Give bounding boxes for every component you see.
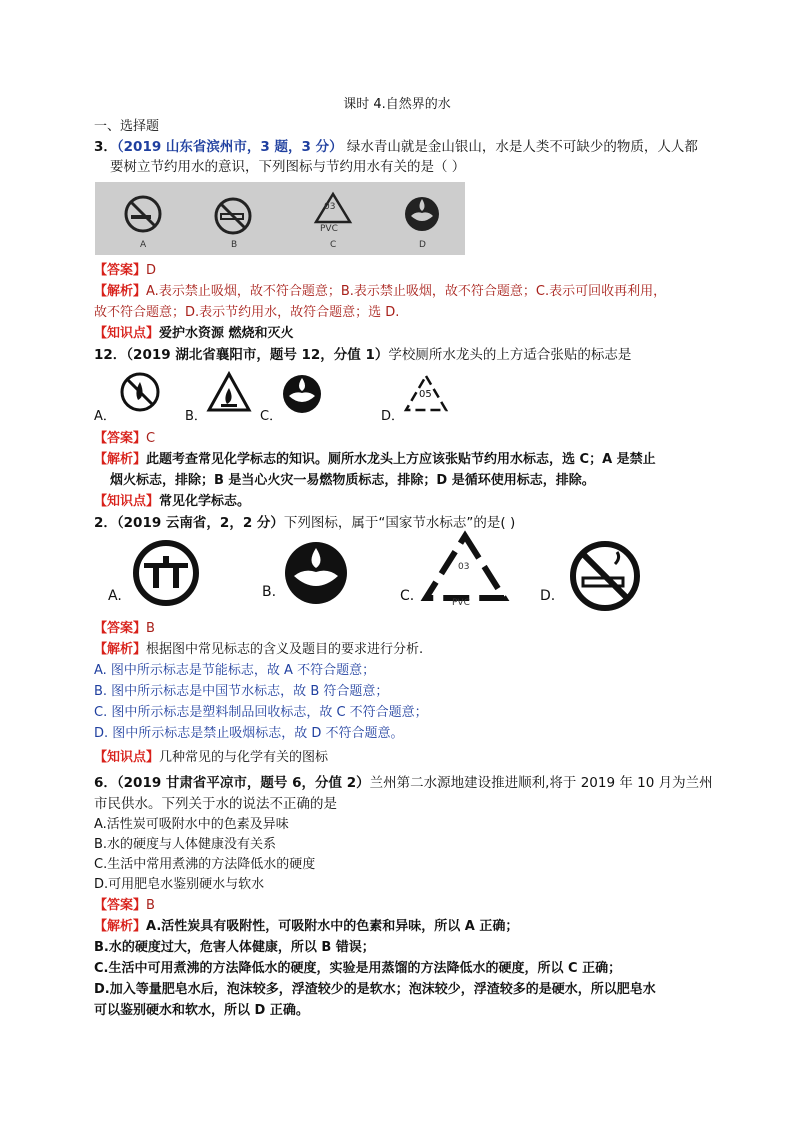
q3-label-c: C (330, 240, 337, 250)
q6-analysis-line4: D.加入等量肥皂水后，泡沫较多，浮渣较少的是软水；泡沫较少，浮渣较多的是硬水，所以肥皂水 (94, 982, 656, 997)
q6-analysis-line1 (94, 918, 518, 936)
q2-option-expl-c: C. 图中所示标志是塑料制品回收标志，故 C 不符合题意； (94, 705, 428, 720)
q2-stem-text: 下列图标，属于“国家节水标志”的是( ) (283, 515, 516, 531)
q12-stem-text: 学校厕所水龙头的上方适合张贴的标志是 (388, 347, 632, 363)
q6-analysis-line2: B.水的硬度过大，危害人体健康，所以 B 错误； (94, 940, 375, 955)
q3-analysis-line2: 故不符合题意；D.表示节约用水，故符合题意；选 D. (94, 305, 400, 320)
q3-stem-line2: 要树立节约用水的意识，下列图标与节约用水有关的是（ ） (110, 159, 466, 175)
q2-analysis-text1: 根据图中常见标志的含义及题目的要求进行分析. (146, 642, 424, 657)
q12-no-fire-icon (118, 370, 166, 414)
q6-answer-value: B (146, 898, 155, 913)
q6-number: 6． (94, 775, 117, 791)
q2-source: （2019 云南省，2，2 分） (116, 515, 284, 531)
q2-option-expl-d: D. 图中所示标志是禁止吸烟标志，故 D 不符合题意。 (94, 726, 404, 741)
q3-number: 3． (94, 139, 117, 155)
q12-point-text: 常见化学标志。 (159, 494, 251, 509)
q3-stem-line1 (94, 138, 698, 156)
q2-number: 2． (94, 515, 117, 531)
q12-option-d: D． (381, 409, 405, 424)
q2-water-saving-icon (280, 540, 352, 606)
q3-c-pvc: PVC (320, 224, 338, 234)
q3-analysis-text1: A.表示禁止吸烟，故不符合题意；B.表示禁止吸烟，故不符合题意；C.表示可回收再利用， (146, 284, 667, 299)
q3-stem-text: 绿水青山就是金山银山，水是人类不可缺少的物质，人人都 (346, 139, 698, 155)
q3-answer (94, 262, 156, 280)
q3-label-d: D (419, 240, 426, 250)
q3-water-saving-icon (405, 197, 439, 231)
q12-point-tag: 【知识点】 (94, 494, 160, 509)
q6-stem-text: 兰州第二水源地建设推进顺利,将于 2019 年 10 月为兰州 (369, 775, 713, 791)
q6-analysis-text1: A.活性炭具有吸附性，可吸附水中的色素和异味，所以 A 正确； (146, 919, 519, 934)
q2-option-b: B. (262, 584, 277, 600)
q3-point-text: 爱护水资源 燃烧和灭火 (159, 326, 294, 341)
q12-source: （2019 湖北省襄阳市，题号 12，分值 1） (126, 347, 389, 363)
q12-number: 12． (94, 347, 127, 363)
q12-analysis-line2: 烟火标志，排除；B 是当心火灾一易燃物质标志，排除；D 是循环使用标志，排除。 (110, 473, 595, 488)
q3-point-tag: 【知识点】 (94, 326, 160, 341)
q6-answer-tag: 【答案】 (94, 898, 147, 913)
q6-stem-line2: 市民供水。下列关于水的说法不正确的是 (94, 796, 337, 812)
q12-flammable-warning-icon (205, 370, 253, 414)
q2-energy-saving-icon (130, 540, 202, 606)
q3-figure-icons (95, 182, 465, 255)
q12-answer-value: C (146, 431, 156, 446)
q2-knowledge-point (94, 749, 328, 767)
q3-answer-value: D (146, 263, 157, 278)
q6-analysis-line3: C.生活中可用煮沸的方法降低水的硬度，实验是用蒸馏的方法降低水的硬度，所以 C 正确； (94, 961, 622, 976)
q12-analysis-tag: 【解析】 (94, 452, 147, 467)
q2-option-c: C. (400, 588, 415, 604)
q2-option-expl-b: B. 图中所示标志是中国节水标志，故 B 符合题意； (94, 684, 389, 699)
q6-choice-d: D.可用肥皂水鉴别硬水与软水 (94, 877, 265, 892)
q6-source: （2019 甘肃省平凉市，题号 6，分值 2） (116, 775, 370, 791)
q3-figure-scan (95, 182, 465, 255)
q12-water-saving-icon (280, 372, 328, 416)
q2-answer (94, 620, 155, 638)
q3-answer-tag: 【答案】 (94, 263, 147, 278)
q2-analysis-line1 (94, 641, 423, 659)
q2-point-tag: 【知识点】 (94, 750, 160, 765)
q12-analysis-line1 (94, 451, 656, 469)
q6-stem-line1 (94, 774, 713, 792)
page-title: 课时 4.自然界的水 (343, 97, 451, 112)
q6-answer (94, 897, 155, 915)
q3-label-b: B (231, 240, 238, 250)
q12-analysis-text1: 此题考查常见化学标志的知识。厕所水龙头上方应该张贴节约用水标志，选 C；A 是禁止 (146, 452, 656, 467)
q2-option-expl-a: A. 图中所示标志是节能标志，故 A 不符合题意； (94, 663, 376, 678)
q2-answer-value: B (146, 621, 155, 636)
q2-answer-tag: 【答案】 (94, 621, 147, 636)
q12-answer-tag: 【答案】 (94, 431, 147, 446)
q2-analysis-tag: 【解析】 (94, 642, 147, 657)
q12-answer (94, 430, 155, 448)
q12-stem-line1 (94, 346, 631, 364)
q12-option-a: A． (94, 409, 116, 424)
q2-c-pvc: PVC (452, 598, 470, 608)
q6-analysis-tag: 【解析】 (94, 919, 147, 934)
q3-analysis-tag: 【解析】 (94, 284, 147, 299)
q12-knowledge-point (94, 493, 250, 511)
q2-no-smoking-icon (565, 540, 645, 612)
q3-c-number: 03 (324, 202, 336, 212)
q6-analysis-line5: 可以鉴别硬水和软水，所以 D 正确。 (94, 1003, 309, 1018)
q6-choice-b: B.水的硬度与人体健康没有关系 (94, 837, 277, 852)
q12-option-b: B． (185, 409, 207, 424)
q3-knowledge-point (94, 325, 294, 343)
q3-source: （2019 山东省滨州市，3 题，3 分） (116, 139, 343, 155)
q12-d-number: 05 (419, 389, 432, 400)
q2-point-text: 几种常见的与化学有关的图标 (159, 750, 329, 765)
section-heading: 一、选择题 (94, 119, 160, 134)
q2-option-d: D. (540, 588, 556, 604)
q3-analysis-line1 (94, 283, 666, 301)
q6-choice-a: A.活性炭可吸附水中的色素及异味 (94, 817, 289, 832)
q2-option-a: A. (108, 588, 122, 604)
q12-option-c: C． (260, 409, 283, 424)
q2-c-number: 03 (458, 562, 470, 572)
q6-choice-c: C.生活中常用煮沸的方法降低水的硬度 (94, 857, 316, 872)
q3-label-a: A (140, 240, 147, 250)
